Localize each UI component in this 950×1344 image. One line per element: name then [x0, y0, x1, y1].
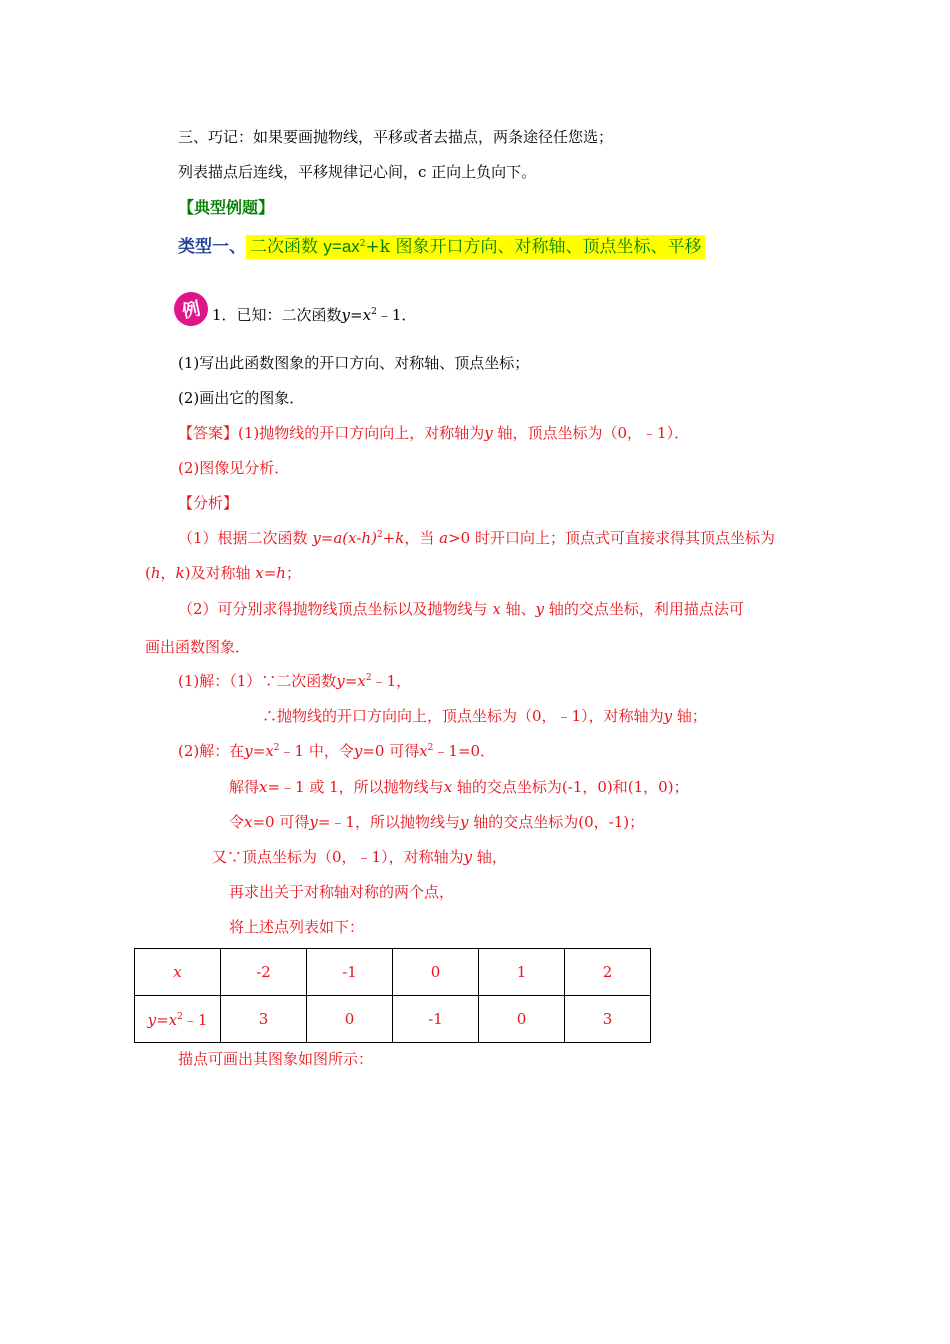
analysis-text: 轴的交点坐标，利用描点法可 — [544, 600, 744, 618]
equals: = — [350, 306, 363, 324]
table-cell: -1 — [393, 996, 479, 1043]
analysis-p1-line2 — [145, 563, 301, 583]
answer-part-1 — [178, 423, 689, 443]
mnemonic-line-2: 列表描点后连线，平移规律记心间，c 正向上负向下。 — [178, 163, 537, 181]
var-y: y — [459, 813, 469, 831]
problem-statement — [212, 305, 416, 325]
equals: = — [252, 742, 266, 760]
type-heading — [178, 233, 705, 261]
analysis-text: >0 时开口向上；顶点式可直接求得其顶点坐标为 — [448, 529, 775, 547]
solution-text: 解得 — [229, 778, 260, 796]
var-y: y — [463, 848, 473, 866]
solution-text: ﹣1， — [371, 672, 412, 690]
example-badge-icon: 例 — [171, 289, 211, 329]
var-y: y — [244, 742, 253, 760]
solution-text: 轴， — [472, 848, 507, 866]
table-row-x — [135, 949, 651, 996]
solution-text: 轴的交点坐标为(-1，0)和(1，0)； — [452, 778, 689, 796]
solution-6: 再求出关于对称轴对称的两个点， — [229, 883, 455, 901]
var-x: x — [168, 1010, 178, 1029]
exponent: 2 — [273, 743, 280, 753]
table-cell: 0 — [479, 996, 565, 1043]
table-cell: -1 — [307, 949, 393, 996]
var-y: y — [535, 600, 545, 618]
solution-text: =﹣1 或 1，所以抛物线与 — [267, 778, 444, 796]
type-formula-tail: +k — [365, 237, 391, 257]
analysis-title: 【分析】 — [178, 494, 239, 512]
axis-formula: x=h — [255, 564, 286, 582]
type-prefix: 二次函数 — [250, 237, 324, 257]
analysis-text: （1）根据二次函数 — [178, 529, 313, 547]
question-1: (1)写出此函数图象的开口方向、对称轴、顶点坐标； — [178, 354, 530, 372]
var-a: a — [439, 529, 449, 547]
solution-4 — [229, 812, 644, 832]
exponent: 2 — [376, 530, 383, 540]
analysis-p2-line1 — [178, 599, 744, 619]
var-y: y — [663, 707, 673, 725]
exponent: 2 — [365, 673, 372, 683]
solution-text: 轴； — [672, 707, 707, 725]
var-x: x — [357, 672, 366, 690]
exponent: 2 — [427, 743, 434, 753]
answer-text-a: 【答案】(1)抛物线的开口方向向上，对称轴为 — [178, 424, 485, 442]
var-x: x — [362, 306, 372, 324]
analysis-text: ( — [145, 564, 151, 582]
solution-1 — [178, 671, 411, 691]
var-x: x — [244, 813, 253, 831]
var-x: x — [419, 742, 428, 760]
exponent: 2 — [177, 1011, 183, 1022]
var-x: x — [492, 600, 501, 618]
analysis-text: （2）可分别求得抛物线顶点坐标以及抛物线与 — [178, 600, 493, 618]
table-header-y — [135, 996, 221, 1043]
answer-part-2: (2)图像见分析． — [178, 459, 290, 477]
solution-7: 将上述点列表如下： — [229, 918, 365, 936]
solution-text: 轴的交点坐标为(0，-1)； — [468, 813, 645, 831]
table-header-x — [135, 949, 221, 996]
solution-text: =0 可得 — [362, 742, 420, 760]
type-highlight — [246, 235, 705, 259]
solution-text: (1)解：（1）∵二次函数 — [178, 672, 337, 690]
var-x: x — [265, 742, 274, 760]
analysis-text: ， — [160, 564, 176, 582]
table-cell: 1 — [479, 949, 565, 996]
footer-text: 描点可画出其图象如图所示： — [178, 1050, 374, 1068]
table-cell: -2 — [221, 949, 307, 996]
points-table — [134, 948, 651, 1043]
mnemonic-line-1: 三、巧记：如果要画抛物线，平移或者去描点，两条途径任您选； — [178, 128, 614, 146]
equals: = — [344, 672, 358, 690]
table-cell: 3 — [221, 996, 307, 1043]
solution-text: ﹣1 中，令 — [279, 742, 354, 760]
solution-text: ﹣1=0． — [433, 742, 496, 760]
var-k: k — [175, 564, 185, 582]
var-y: y — [484, 424, 493, 442]
solution-1-conclusion — [262, 706, 707, 726]
type-label: 类型一、 — [178, 237, 246, 257]
solution-5 — [212, 847, 507, 867]
var-x: x — [259, 778, 268, 796]
exponent: 2 — [371, 307, 377, 317]
answer-text-b: 轴，顶点坐标为（0，﹣1）． — [492, 424, 690, 442]
solution-text: ∴抛物线的开口方向向上，顶点坐标为（0，﹣1），对称轴为 — [262, 707, 664, 725]
equals: = — [156, 1010, 169, 1029]
analysis-text: ，当 — [404, 529, 440, 547]
table-cell: 2 — [565, 949, 651, 996]
var-y: y — [336, 672, 345, 690]
type-exponent: 2 — [359, 239, 366, 249]
solution-3 — [229, 777, 689, 797]
table-cell: 0 — [307, 996, 393, 1043]
type-formula: y=ax — [323, 237, 360, 256]
analysis-p2-line2: 画出函数图象． — [145, 638, 251, 656]
solution-text: (2)解：在 — [178, 742, 245, 760]
table-cell: 0 — [393, 949, 479, 996]
solution-text: 又∵顶点坐标为（0，﹣1），对称轴为 — [212, 848, 464, 866]
problem-intro: 1．已知：二次函数 — [212, 306, 342, 324]
vertex-formula-tail: +k — [382, 529, 405, 547]
var-y: y — [341, 306, 351, 324]
question-2: (2)画出它的图象． — [178, 389, 305, 407]
analysis-text: )及对称轴 — [184, 564, 256, 582]
solution-text: =﹣1，所以抛物线与 — [317, 813, 460, 831]
problem-tail: ﹣1． — [376, 306, 417, 324]
solution-text: =0 可得 — [252, 813, 310, 831]
header-tail: ﹣1 — [182, 1010, 208, 1029]
analysis-text: 轴、 — [500, 600, 536, 618]
var-y: y — [353, 742, 363, 760]
var-y: y — [147, 1010, 157, 1029]
var-h: h — [150, 564, 161, 582]
solution-2 — [178, 741, 495, 761]
section-title: 【典型例题】 — [178, 198, 275, 217]
analysis-text: ； — [285, 564, 301, 582]
var-x: x — [443, 778, 453, 796]
type-suffix: 图象开口方向、对称轴、顶点坐标、平移 — [390, 237, 702, 257]
solution-text: 令 — [229, 813, 245, 831]
var-x: x — [173, 963, 182, 981]
var-y: y — [309, 813, 318, 831]
table-cell: 3 — [565, 996, 651, 1043]
table-row-y — [135, 996, 651, 1043]
analysis-p1-line1 — [178, 528, 775, 548]
vertex-formula: y=a(x-h) — [312, 529, 377, 547]
